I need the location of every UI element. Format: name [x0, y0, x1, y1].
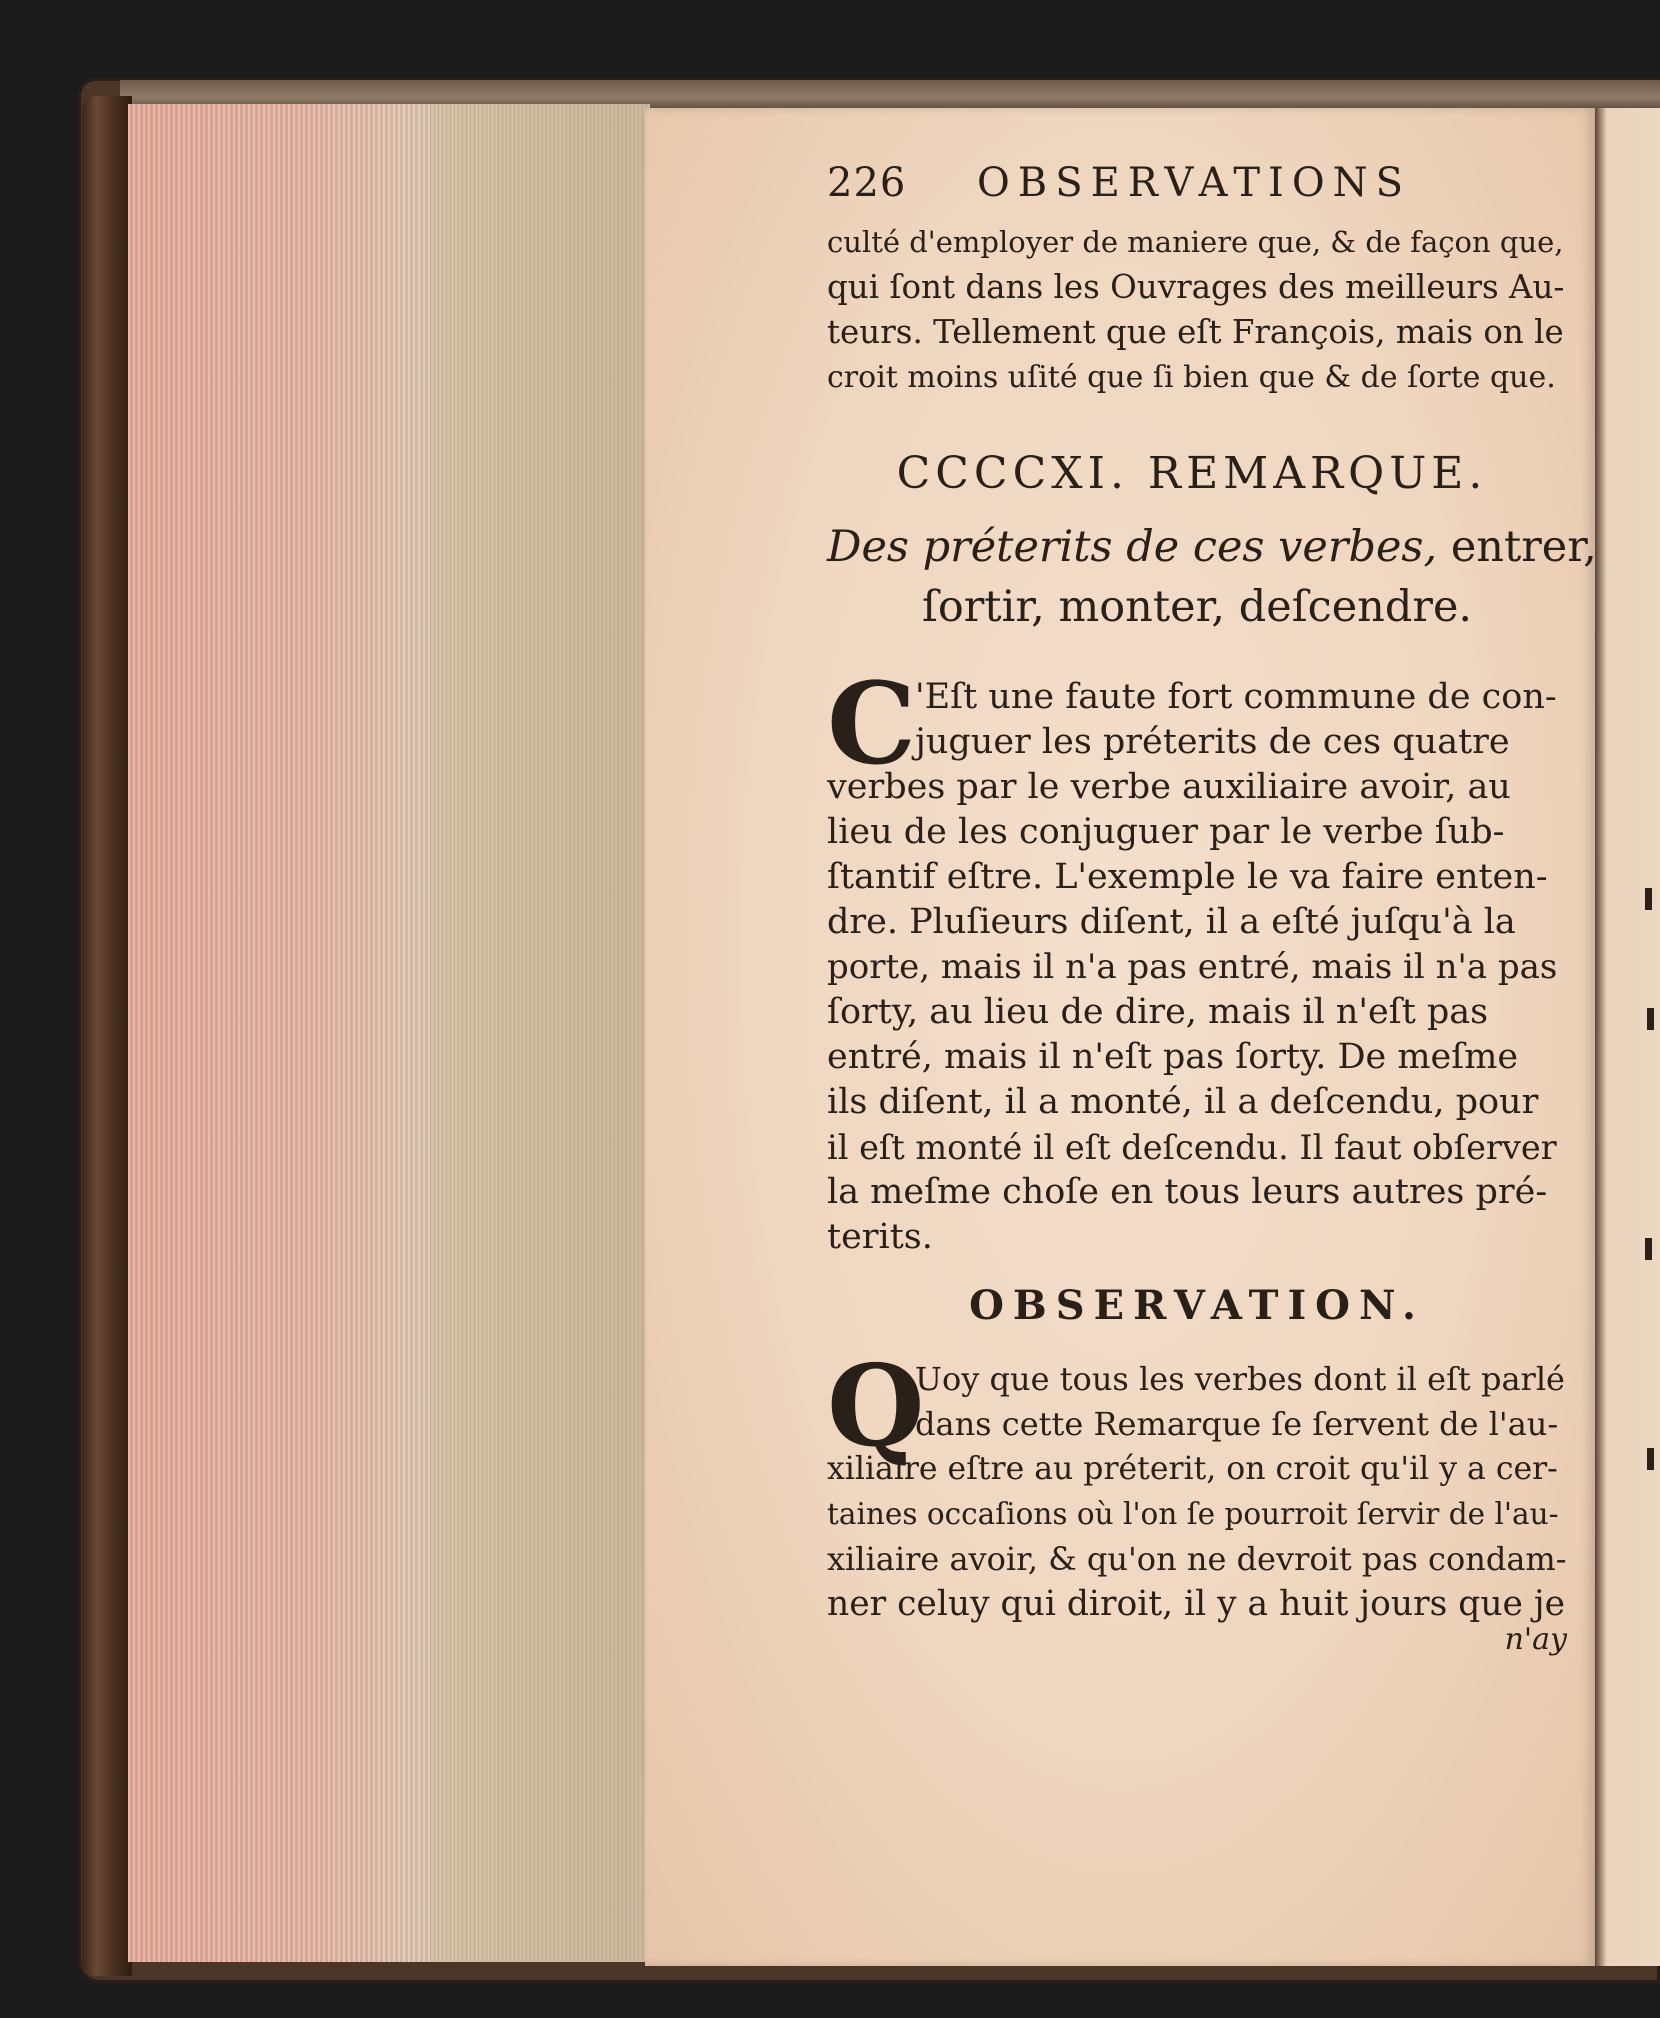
remarque-heading-italic: Des préterits de ces verbes, [827, 522, 1438, 572]
remarque-title: CCCCXI. REMARQUE. [896, 448, 1488, 499]
page-stack-inner [430, 104, 650, 1962]
text-line: culté d'employer de maniere que, & de façon que, [827, 225, 1564, 259]
observation-title: OBSERVATION. [969, 1282, 1425, 1329]
page-number: 226 [827, 160, 907, 206]
intro-text [827, 220, 1567, 400]
text-line: porte, mais il n'a pas entré, mais il n'a pas [827, 947, 1558, 987]
text-line: 'Eſt une faute fort commune de con- [915, 677, 1557, 717]
facing-text-fragment [1645, 1238, 1652, 1260]
drop-cap: Q [827, 1341, 925, 1472]
text-line: croit moins uſité que ſi bien que & de ſorte que. [827, 360, 1556, 395]
remarque-heading-line-2: ſortir, monter, deſcendre. [921, 582, 1473, 632]
text-line: lieu de les conjuguer par le verbe ſub- [827, 812, 1505, 852]
text-line: Uoy que tous les verbes dont il eſt parlé [915, 1360, 1565, 1398]
page-text [827, 160, 1597, 1657]
text-line: terits. [827, 1217, 933, 1257]
facing-page-edge [1595, 108, 1660, 1966]
text-line: ſtantif eſtre. L'exemple le va faire enten- [827, 857, 1548, 897]
paragraph-1 [827, 659, 1567, 1260]
text-line: xiliaire avoir, & qu'on ne devroit pas condam- [827, 1540, 1567, 1578]
text-line: teurs. Tellement que eſt François, mais on le [827, 313, 1564, 351]
book-spine [82, 96, 132, 1976]
paragraph-2 [827, 1341, 1567, 1657]
facing-text-fragment [1647, 1448, 1654, 1470]
text-line: ner celuy qui diroit, il y a huit jours que je [827, 1584, 1566, 1624]
text-line: dans cette Remarque ſe ſervent de l'au- [915, 1405, 1559, 1443]
facing-text-fragment [1645, 888, 1652, 910]
text-line: dre. Pluſieurs diſent, il a eſté juſqu'à la [827, 902, 1516, 942]
catchword: n'ay [1504, 1622, 1567, 1657]
text-line: verbes par le verbe auxiliaire avoir, au [827, 767, 1511, 807]
text-line: xiliaire eſtre au préterit, on croit qu'il y a cer- [827, 1451, 1558, 1487]
text-line: ſorty, au lieu de dire, mais il n'eſt pas [827, 992, 1489, 1032]
facing-text-fragment [1647, 1008, 1654, 1030]
drop-cap: C [827, 659, 917, 790]
text-line: qui ſont dans les Ouvrages des meilleurs Au- [827, 268, 1565, 306]
remarque-heading-line-1 [827, 517, 1597, 577]
text-line: taines occaſions où l'on ſe pourroit ſervir de l'au- [827, 1497, 1559, 1531]
text-line: il eſt monté il eſt deſcendu. Il faut obſerver [827, 1128, 1557, 1167]
text-line: ils diſent, il a monté, il a deſcendu, pour [827, 1082, 1539, 1122]
remarque-heading-roman: entrer, [1450, 522, 1597, 572]
text-line: entré, mais il n'eſt pas ſorty. De meſme [827, 1037, 1519, 1077]
page-header [827, 160, 1567, 220]
running-head: OBSERVATIONS [977, 160, 1412, 206]
text-line: la meſme choſe en tous leurs autres pré- [827, 1172, 1548, 1212]
text-line: juguer les préterits de ces quatre [915, 722, 1510, 762]
